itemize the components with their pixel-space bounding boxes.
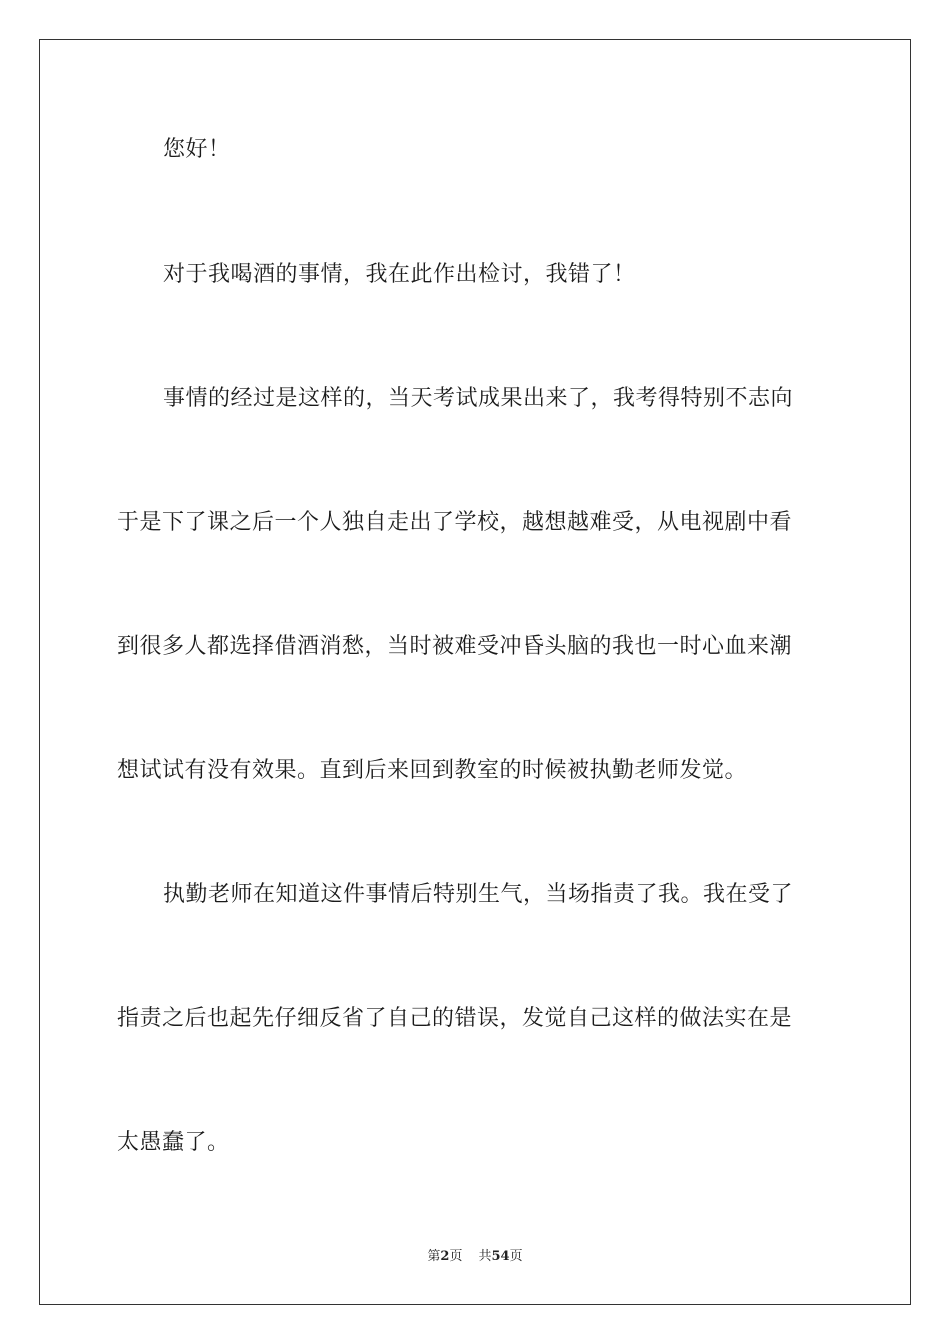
page-total: 54 [491,1249,510,1264]
text-line-4: 于是下了课之后一个人独自走出了学校，越想越难受，从电视剧中看 [117,510,793,535]
total-prefix: 共 [478,1249,492,1264]
text-line-3: 事情的经过是这样的，当天考试成果出来了，我考得特别不志向 [163,386,794,411]
page-current: 2 [440,1249,450,1264]
text-line-1: 您好！ [163,137,231,162]
text-line-6: 想试试有没有效果。直到后来回到教室的时候被执勤老师发觉。 [117,758,748,783]
total-suffix: 页 [509,1249,523,1264]
text-line-2: 对于我喝酒的事情，我在此作出检讨，我错了！ [163,262,636,287]
text-line-8: 指责之后也起先仔细反省了自己的错误，发觉自己这样的做法实在是 [117,1006,793,1031]
page-footer [0,1248,950,1266]
page-suffix: 页 [449,1249,463,1264]
text-line-9: 太愚蠢了。 [117,1130,230,1155]
page-border [39,39,911,1305]
text-line-7: 执勤老师在知道这件事情后特别生气，当场指责了我。我在受了 [163,882,794,907]
text-line-5: 到很多人都选择借酒消愁，当时被难受冲昏头脑的我也一时心血来潮 [117,634,793,659]
page-prefix: 第 [427,1249,441,1264]
